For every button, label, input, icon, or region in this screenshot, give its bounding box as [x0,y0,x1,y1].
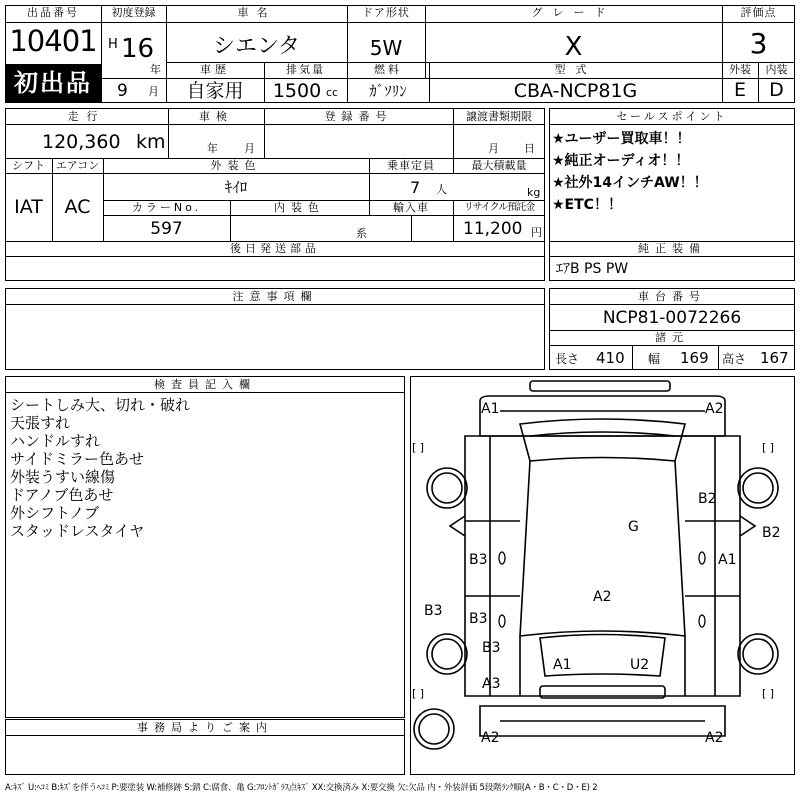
chassis-label: 車台番号 [638,290,706,303]
history-label: 車歴 [200,63,230,76]
inspector-note: 天張すれ [10,414,71,432]
color-no: 597 [150,219,183,239]
interior-color-label: 内装色 [274,201,325,214]
mileage-unit: km [136,131,166,153]
sales-point: ★ETC！！ [552,197,622,213]
transfer-day-unit: 日 [524,142,535,155]
import-label: 輸入車 [393,201,429,214]
max-load-label: 最大積載量 [471,159,527,172]
damage-mark: A1 [553,657,572,673]
damage-mark: B3 [469,552,488,568]
damage-mark: A3 [482,676,501,692]
inspector-note: 外装うすい線傷 [10,468,116,486]
sales-point: ★社外14インチAW！！ [552,175,708,191]
notes-label: 注意事項欄 [232,290,318,303]
registration-month: 9 [117,81,128,101]
displacement-unit: cc [326,86,339,99]
bracket-mark: [ ] [762,687,775,700]
capacity-unit: 人 [436,183,447,196]
damage-mark: B2 [698,491,717,507]
office-label: 事務局よりご案内 [137,721,273,734]
inspector-note: サイドミラー色あせ [10,450,144,468]
chassis-number: NCP81-0072266 [602,308,742,328]
damage-mark: B3 [469,611,488,627]
damage-mark: B2 [762,525,781,541]
bracket-mark: [ ] [762,441,775,454]
bracket-mark: [ ] [412,441,425,454]
inspector-note: スタッドレスタイヤ [10,522,145,540]
score: 3 [749,27,768,60]
inspector-note: ドアノブ色あせ [10,486,114,504]
damage-mark: A1 [718,552,737,568]
damage-mark: U2 [630,657,650,673]
inspector-note: シートしみ大、切れ・破れ [10,396,191,414]
damage-mark: A1 [481,401,500,417]
model-label: 型式 [554,63,597,76]
sales-point: ★純正オーディオ！！ [552,153,690,169]
ac: AC [64,196,91,218]
car-name: シエンタ [212,34,301,59]
plate-label: 登録番号 [324,110,393,123]
damage-mark: A2 [481,730,500,746]
car-name-label: 車名 [237,6,276,19]
recycle-label: リサイクル預託金 [463,202,535,213]
inspection-month-unit: 月 [244,142,255,155]
ac-label: エアコン [55,159,100,172]
car-diagram [410,376,795,775]
lot-number: 10401 [9,24,97,58]
history: 自家用 [186,80,244,102]
damage-mark: A2 [705,401,724,417]
door-label: ドア形状 [362,6,410,19]
capacity: 7 [410,178,421,197]
inspection-year-unit: 年 [207,142,218,155]
recycle-deposit: 11,200 [463,219,523,239]
transfer-deadline-label: 譲渡書類期限 [466,110,532,123]
recycle-unit: 円 [531,226,542,239]
specs-label: 諸元 [655,331,689,344]
shift: IAT [14,196,43,218]
exterior-color: ｷｲﾛ [224,178,248,196]
height-label: 高さ [722,352,747,366]
exterior-grade: E [733,79,746,101]
door-type: 5W [369,36,403,60]
month-unit: 月 [148,85,159,98]
displacement: 1500 [272,80,322,102]
mileage-label: 走行 [67,110,106,123]
later-parts-label: 後日発送部品 [230,242,320,255]
damage-mark: A2 [705,730,724,746]
transfer-month-unit: 月 [488,142,499,155]
width-label: 幅 [648,352,661,366]
inspector-label: 検査員記入欄 [154,378,256,391]
shift-label: シフト [12,159,45,172]
interior-grade: D [769,79,784,101]
max-load-unit: kg [527,186,541,199]
sales-point: ★ユーザー買取車！！ [552,131,691,147]
sales-point-label: セールスポイント [616,110,728,123]
grade-label: グレード [531,6,616,19]
exterior-color-label: 外装色 [210,159,262,172]
damage-mark: A2 [593,589,612,605]
fuel-label: 燃料 [374,63,402,76]
interior-grade-label: 内装 [765,63,788,76]
legend: A:ｷｽﾞ U:ﾍｺﾐ B:ｷｽﾞを伴うﾍｺﾐ P:要塗装 W:補修跡 S:錆 C:腐食、亀 G:ﾌﾛﾝﾄｶﾞﾗｽ点ｷｽﾞ XX:交換済み X:要交換 欠:欠品 内・外装評価 5段階ﾗﾝｸ順(A・B・C・D・E) 2 [5,783,598,793]
fuel: ｶﾞｿﾘﾝ [369,82,407,100]
displacement-label: 排気量 [286,63,325,76]
mileage: 120,360 [42,131,121,153]
length: 410 [596,349,625,367]
first-listing-badge: 初出品 [5,64,101,102]
inspector-note: 外シフトノブ [10,504,100,522]
score-label: 評価点 [740,6,777,19]
inspector-note: ハンドルすれ [10,432,101,450]
year-unit: 年 [150,63,161,76]
damage-mark: B3 [424,603,443,619]
exterior-grade-label: 外装 [729,63,751,76]
equipment-label: 純正装備 [638,242,706,255]
registration-label: 初度登録 [111,6,156,19]
height: 167 [760,349,789,367]
interior-color-unit: 系 [356,227,367,240]
capacity-label: 乗車定員 [387,159,435,172]
lot-label: 出品番号 [27,6,79,19]
damage-mark: G [628,519,639,535]
equipment: ｴｱB PS PW [556,261,629,277]
registration-year: 16 [121,34,155,64]
bracket-mark: [ ] [412,687,425,700]
inspection-label: 車検 [199,110,233,123]
width: 169 [680,349,709,367]
grade: X [564,32,583,62]
length-label: 長さ [555,352,580,366]
era: H [108,37,118,52]
color-no-label: カラーNo. [131,201,202,214]
damage-mark: B3 [482,640,501,656]
model-code: CBA-NCP81G [513,80,638,102]
